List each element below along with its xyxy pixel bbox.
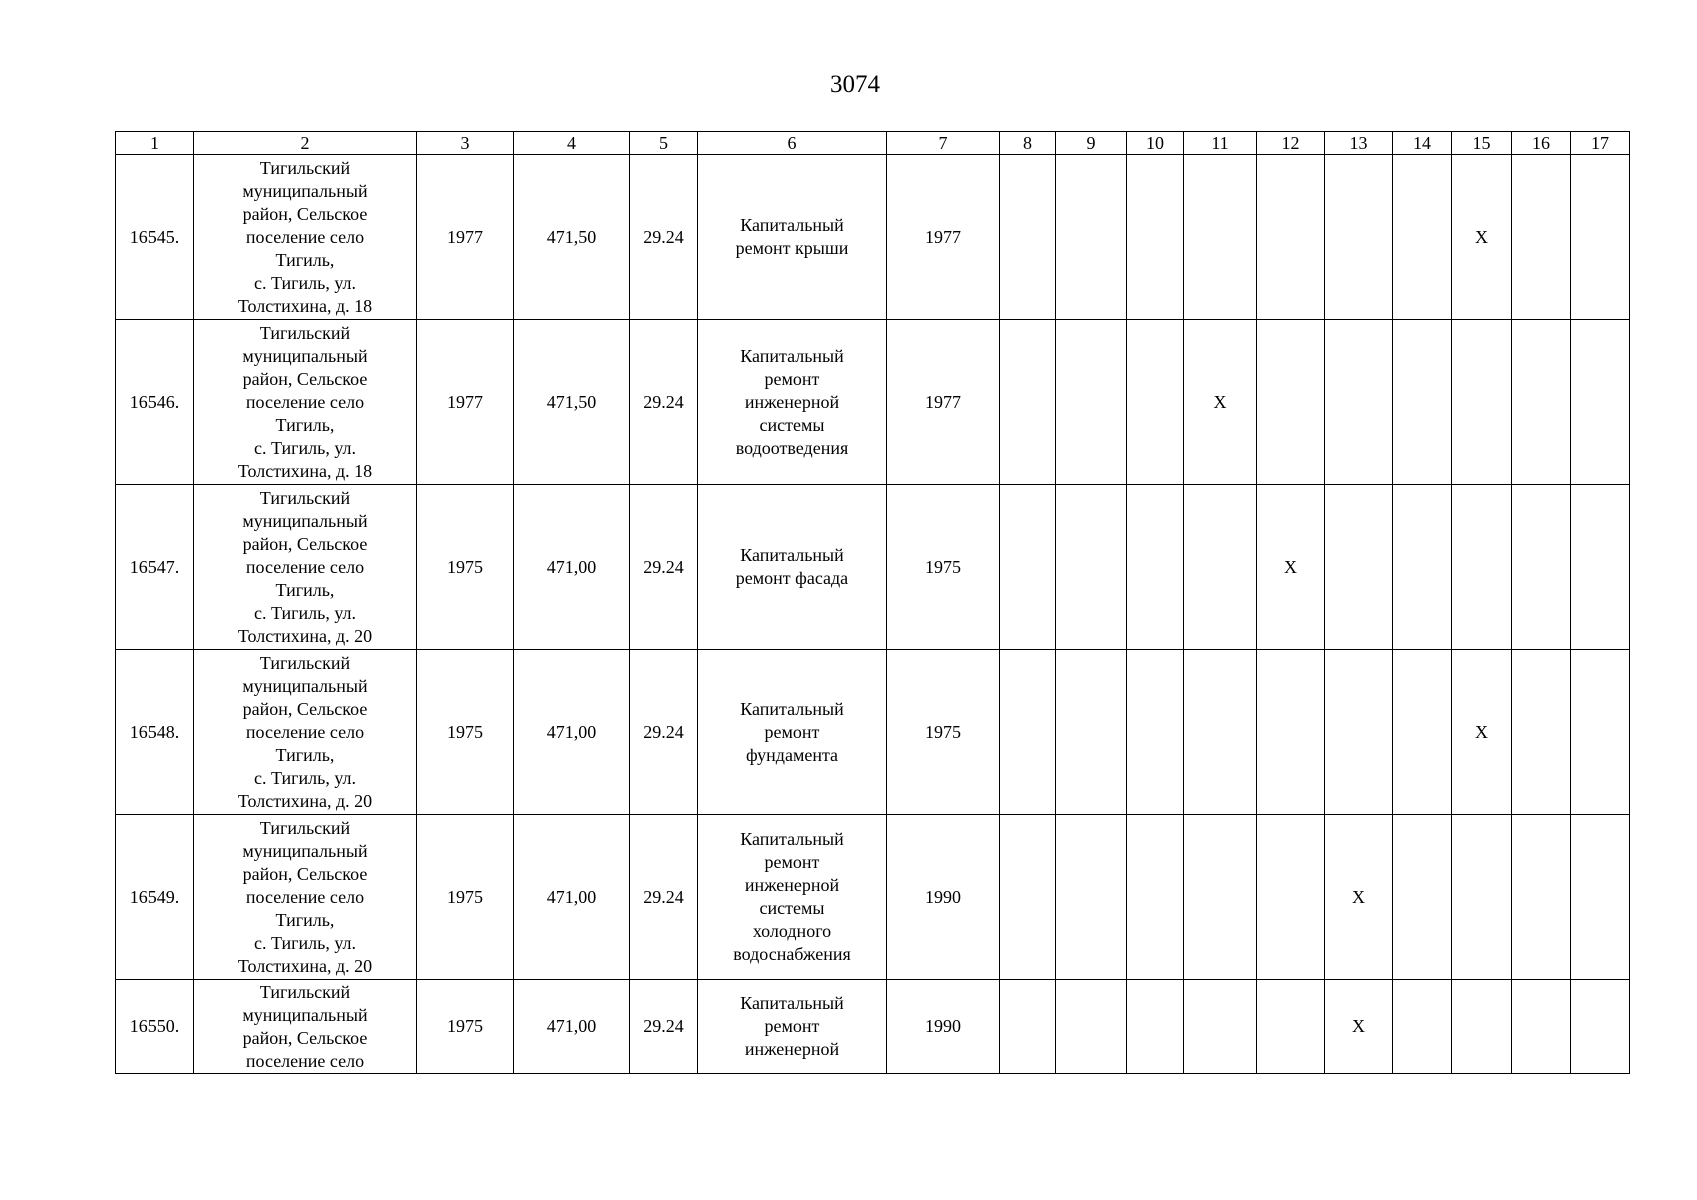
mark-cell-col-14: [1393, 155, 1452, 320]
mark-cell-col-9: [1056, 485, 1127, 650]
mark-cell-col-14: [1393, 980, 1452, 1074]
mark-cell-col-14: [1393, 320, 1452, 485]
year-built-cell: 1975: [417, 650, 514, 815]
mark-cell-col-16: [1512, 485, 1571, 650]
mark-cell-col-12: [1257, 980, 1325, 1074]
mark-cell-col-12: [1257, 815, 1325, 980]
mark-cell-col-16: [1512, 815, 1571, 980]
mark-cell-col-17: [1571, 320, 1630, 485]
mark-cell-col-10: [1127, 815, 1184, 980]
mark-cell-col-14: [1393, 815, 1452, 980]
address-cell: Тигильский муниципальный район, Сельское поселение село Тигиль, с. Тигиль, ул. Толстихина, д. 20: [194, 485, 417, 650]
table-row: [116, 980, 1630, 1074]
mark-cell-col-11: [1184, 485, 1257, 650]
mark-cell-col-10: [1127, 320, 1184, 485]
column-number-6: 6: [698, 132, 887, 155]
column-number-16: 16: [1512, 132, 1571, 155]
mark-cell-col-15: [1452, 980, 1512, 1074]
page-number: 3074: [830, 71, 880, 98]
mark-cell-col-8: [1000, 485, 1056, 650]
mark-cell-col-8: [1000, 650, 1056, 815]
column-number-5: 5: [630, 132, 698, 155]
work-type-cell: Капитальный ремонт фасада: [698, 485, 887, 650]
mark-cell-col-15: [1452, 485, 1512, 650]
rate-cell: 29.24: [630, 320, 698, 485]
mark-cell-col-12: X: [1257, 485, 1325, 650]
mark-cell-col-11: [1184, 155, 1257, 320]
work-type-cell: Капитальный ремонт фундамента: [698, 650, 887, 815]
address-cell: Тигильский муниципальный район, Сельское поселение село Тигиль, с. Тигиль, ул. Толстихина, д. 18: [194, 320, 417, 485]
work-year-cell: 1975: [887, 650, 1000, 815]
work-year-cell: 1977: [887, 155, 1000, 320]
rate-cell: 29.24: [630, 980, 698, 1074]
work-type-cell: Капитальный ремонт инженерной: [698, 980, 887, 1074]
mark-cell-col-9: [1056, 650, 1127, 815]
mark-cell-col-11: [1184, 815, 1257, 980]
register-table: [115, 131, 1630, 1074]
rate-cell: 29.24: [630, 485, 698, 650]
column-number-3: 3: [417, 132, 514, 155]
mark-cell-col-9: [1056, 980, 1127, 1074]
row-number-cell: 16546.: [116, 320, 194, 485]
address-cell: Тигильский муниципальный район, Сельское поселение село Тигиль, с. Тигиль, ул. Толстихина, д. 20: [194, 650, 417, 815]
mark-cell-col-8: [1000, 320, 1056, 485]
mark-cell-col-13: [1325, 650, 1393, 815]
year-built-cell: 1975: [417, 980, 514, 1074]
table-row: [116, 815, 1630, 980]
rate-cell: 29.24: [630, 155, 698, 320]
mark-cell-col-17: [1571, 980, 1630, 1074]
mark-cell-col-9: [1056, 320, 1127, 485]
column-number-2: 2: [194, 132, 417, 155]
mark-cell-col-16: [1512, 155, 1571, 320]
mark-cell-col-12: [1257, 320, 1325, 485]
mark-cell-col-15: [1452, 815, 1512, 980]
year-built-cell: 1977: [417, 320, 514, 485]
column-number-12: 12: [1257, 132, 1325, 155]
column-number-17: 17: [1571, 132, 1630, 155]
mark-cell-col-15: X: [1452, 650, 1512, 815]
mark-cell-col-10: [1127, 980, 1184, 1074]
mark-cell-col-14: [1393, 650, 1452, 815]
area-cell: 471,00: [514, 980, 630, 1074]
rate-cell: 29.24: [630, 650, 698, 815]
row-number-cell: 16545.: [116, 155, 194, 320]
column-number-row: [116, 132, 1630, 155]
mark-cell-col-12: [1257, 155, 1325, 320]
mark-cell-col-9: [1056, 155, 1127, 320]
work-year-cell: 1977: [887, 320, 1000, 485]
row-number-cell: 16547.: [116, 485, 194, 650]
year-built-cell: 1975: [417, 815, 514, 980]
mark-cell-col-8: [1000, 980, 1056, 1074]
row-number-cell: 16548.: [116, 650, 194, 815]
area-cell: 471,00: [514, 815, 630, 980]
area-cell: 471,50: [514, 155, 630, 320]
mark-cell-col-17: [1571, 650, 1630, 815]
area-cell: 471,00: [514, 650, 630, 815]
mark-cell-col-13: [1325, 320, 1393, 485]
mark-cell-col-10: [1127, 485, 1184, 650]
column-number-10: 10: [1127, 132, 1184, 155]
mark-cell-col-8: [1000, 815, 1056, 980]
area-cell: 471,50: [514, 320, 630, 485]
mark-cell-col-13: [1325, 155, 1393, 320]
mark-cell-col-12: [1257, 650, 1325, 815]
mark-cell-col-16: [1512, 320, 1571, 485]
work-year-cell: 1990: [887, 815, 1000, 980]
area-cell: 471,00: [514, 485, 630, 650]
mark-cell-col-15: [1452, 320, 1512, 485]
address-cell: Тигильский муниципальный район, Сельское поселение село Тигиль, с. Тигиль, ул. Толстихина, д. 18: [194, 155, 417, 320]
column-number-13: 13: [1325, 132, 1393, 155]
mark-cell-col-15: X: [1452, 155, 1512, 320]
column-number-8: 8: [1000, 132, 1056, 155]
mark-cell-col-17: [1571, 485, 1630, 650]
address-cell: Тигильский муниципальный район, Сельское поселение село: [194, 980, 417, 1074]
column-number-11: 11: [1184, 132, 1257, 155]
mark-cell-col-17: [1571, 815, 1630, 980]
column-number-14: 14: [1393, 132, 1452, 155]
column-number-15: 15: [1452, 132, 1512, 155]
mark-cell-col-16: [1512, 650, 1571, 815]
work-year-cell: 1990: [887, 980, 1000, 1074]
column-number-9: 9: [1056, 132, 1127, 155]
work-year-cell: 1975: [887, 485, 1000, 650]
table-row: [116, 485, 1630, 650]
mark-cell-col-13: X: [1325, 815, 1393, 980]
mark-cell-col-9: [1056, 815, 1127, 980]
mark-cell-col-11: [1184, 980, 1257, 1074]
mark-cell-col-11: [1184, 650, 1257, 815]
rate-cell: 29.24: [630, 815, 698, 980]
mark-cell-col-16: [1512, 980, 1571, 1074]
mark-cell-col-17: [1571, 155, 1630, 320]
table-body: [116, 132, 1630, 1074]
table-row: [116, 320, 1630, 485]
mark-cell-col-13: X: [1325, 980, 1393, 1074]
column-number-7: 7: [887, 132, 1000, 155]
work-type-cell: Капитальный ремонт инженерной системы водоотведения: [698, 320, 887, 485]
mark-cell-col-14: [1393, 485, 1452, 650]
mark-cell-col-13: [1325, 485, 1393, 650]
year-built-cell: 1975: [417, 485, 514, 650]
work-type-cell: Капитальный ремонт инженерной системы холодного водоснабжения: [698, 815, 887, 980]
mark-cell-col-10: [1127, 650, 1184, 815]
table-row: [116, 650, 1630, 815]
column-number-4: 4: [514, 132, 630, 155]
work-type-cell: Капитальный ремонт крыши: [698, 155, 887, 320]
column-number-1: 1: [116, 132, 194, 155]
table-row: [116, 155, 1630, 320]
mark-cell-col-10: [1127, 155, 1184, 320]
mark-cell-col-8: [1000, 155, 1056, 320]
year-built-cell: 1977: [417, 155, 514, 320]
row-number-cell: 16550.: [116, 980, 194, 1074]
mark-cell-col-11: X: [1184, 320, 1257, 485]
address-cell: Тигильский муниципальный район, Сельское поселение село Тигиль, с. Тигиль, ул. Толстихина, д. 20: [194, 815, 417, 980]
row-number-cell: 16549.: [116, 815, 194, 980]
